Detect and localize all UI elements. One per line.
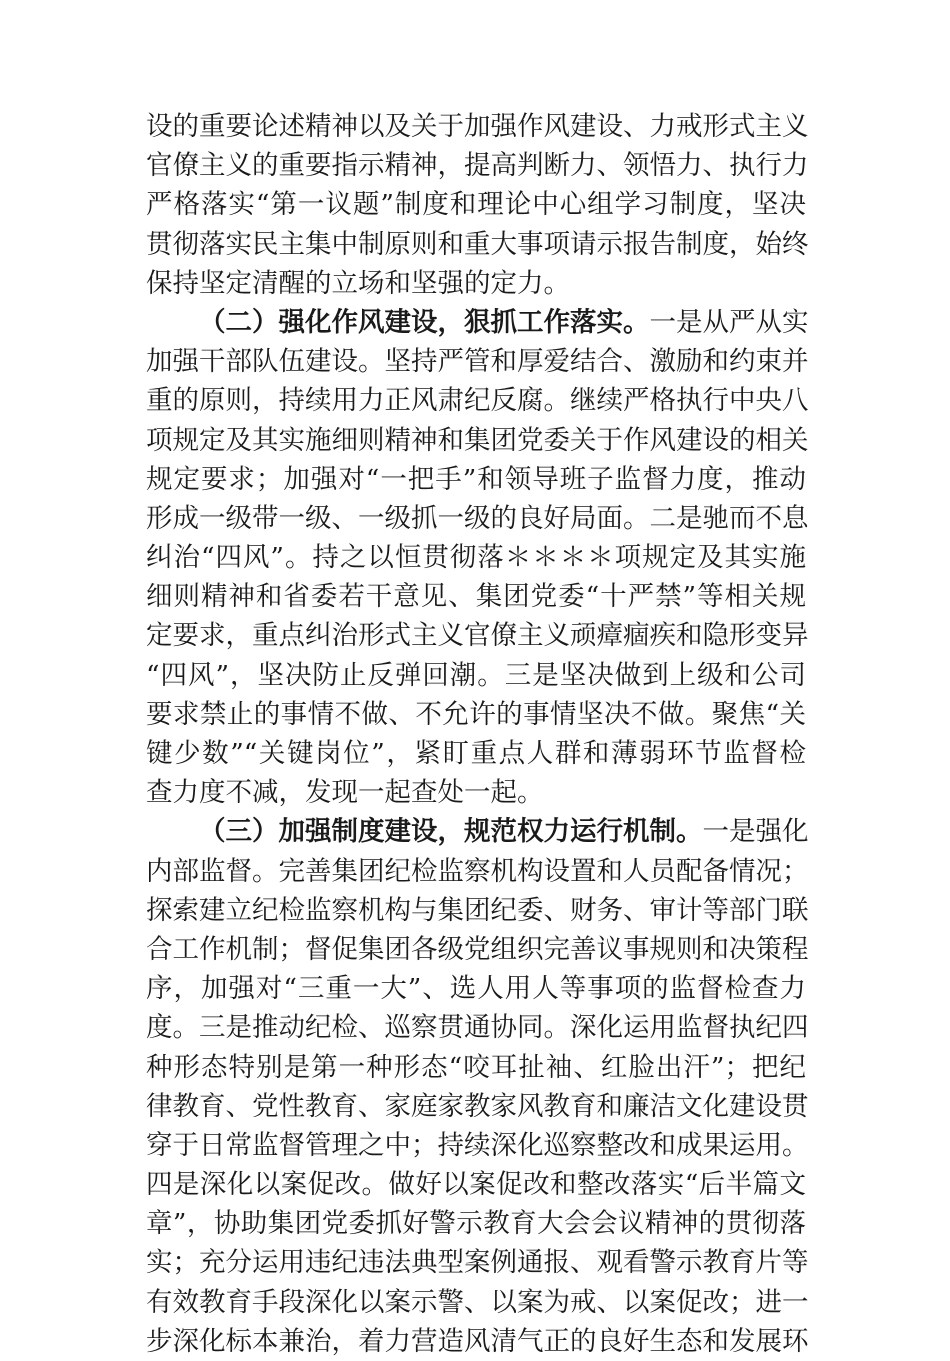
text-line <box>146 930 809 969</box>
text-line <box>146 1008 809 1047</box>
text-run: 重的原则，持续用力正风肃纪反腐。继续严格执行中央八 <box>146 385 809 417</box>
text-line <box>146 381 809 420</box>
text-line <box>146 499 809 538</box>
text-run: 序，加强对“三重一大”、选人用人等事项的监督检查力 <box>146 973 806 1005</box>
text-run: 一是强化 <box>702 816 809 848</box>
text-line <box>146 264 806 303</box>
text-run: 官僚主义的重要指示精神，提高判断力、领悟力、执行力 <box>146 150 809 182</box>
text-run: 种形态特别是第一种形态“咬耳扯袖、红脸出汗”；把纪 <box>146 1051 806 1083</box>
text-run: 保持坚定清醒的立场和坚强的定力。 <box>146 267 570 299</box>
text-run: 律教育、党性教育、家庭家教家风教育和廉洁文化建设贯 <box>146 1090 809 1122</box>
text-run: 细则精神和省委若干意见、集团党委“十严禁”等相关规 <box>146 581 806 613</box>
text-run: 贯彻落实民主集中制原则和重大事项请示报告制度，始终 <box>146 228 809 260</box>
text-line <box>146 1087 809 1126</box>
text-run: 有效教育手段深化以案示警、以案为戒、以案促改；进一 <box>146 1286 809 1318</box>
text-line <box>146 734 806 773</box>
text-line <box>146 225 809 264</box>
text-line <box>146 969 806 1008</box>
text-run: 实；充分运用违纪违法典型案例通报、观看警示教育片等 <box>146 1247 809 1279</box>
text-line <box>146 303 809 342</box>
text-line <box>146 1126 809 1165</box>
text-line <box>146 577 806 616</box>
text-run: 章”，协助集团党委抓好警示教育大会会议精神的贯彻落 <box>146 1208 806 1240</box>
text-line <box>146 185 806 224</box>
text-line <box>146 695 806 734</box>
text-run: 纠治“四风”。持之以恒贯彻落＊＊＊＊项规定及其实施 <box>146 542 806 574</box>
text-run: 形成一级带一级、一级抓一级的良好局面。二是驰而不息 <box>146 502 809 534</box>
text-line <box>146 146 809 185</box>
text-line <box>146 656 806 695</box>
body-text <box>146 107 809 1361</box>
text-run: 规定要求；加强对“一把手”和领导班子监督力度，推动 <box>146 463 806 495</box>
text-run: 定要求，重点纠治形式主义官僚主义顽瘴痼疾和隐形变异 <box>146 620 809 652</box>
text-line <box>146 1165 806 1204</box>
text-line <box>146 1048 806 1087</box>
text-line <box>146 1243 809 1282</box>
text-run: 键少数”“关键岗位”，紧盯重点人群和薄弱环节监督检 <box>146 738 806 769</box>
text-run: 内部监督。完善集团纪检监察机构设置和人员配备情况； <box>146 855 809 887</box>
section-heading: （三）加强制度建设，规范权力运行机制。 <box>199 816 703 848</box>
text-run: 加强干部队伍建设。坚持严管和厚爱结合、激励和约束并 <box>146 346 809 378</box>
text-run: 步深化标本兼治，着力营造风清气正的良好生态和发展环 <box>146 1325 809 1357</box>
text-line <box>146 421 809 460</box>
text-line <box>146 891 809 930</box>
text-line <box>146 538 806 577</box>
text-line <box>146 342 809 381</box>
text-line <box>146 852 809 891</box>
text-line <box>146 107 809 146</box>
text-line <box>146 1204 806 1243</box>
text-run: 度。三是推动纪检、巡察贯通协同。深化运用监督执纪四 <box>146 1012 809 1044</box>
text-line <box>146 1322 809 1361</box>
text-line <box>146 773 806 812</box>
text-run: 探索建立纪检监察机构与集团纪委、财务、审计等部门联 <box>146 894 809 926</box>
text-run: 项规定及其实施细则精神和集团党委关于作风建设的相关 <box>146 424 809 456</box>
text-run: 一是从严从实 <box>649 306 809 338</box>
text-line <box>146 1283 809 1322</box>
text-run: 设的重要论述精神以及关于加强作风建设、力戒形式主义 <box>146 111 809 142</box>
text-run: 要求禁止的事情不做、不允许的事情坚决不做。聚焦“关 <box>146 698 806 730</box>
text-line <box>146 460 806 499</box>
text-run: 严格落实“第一议题”制度和理论中心组学习制度，坚决 <box>146 189 806 221</box>
text-run: “四风”，坚决防止反弹回潮。三是坚决做到上级和公司 <box>146 659 806 691</box>
text-line <box>146 616 809 655</box>
text-run: 穿于日常监督管理之中；持续深化巡察整改和成果运用。 <box>146 1129 809 1161</box>
text-run: 查力度不减，发现一起查处一起。 <box>146 777 544 809</box>
text-line <box>146 812 809 851</box>
section-heading: （二）强化作风建设，狠抓工作落实。 <box>199 306 650 338</box>
text-run: 四是深化以案促改。做好以案促改和整改落实“后半篇文 <box>146 1169 806 1201</box>
text-run: 合工作机制；督促集团各级党组织完善议事规则和决策程 <box>146 933 809 965</box>
